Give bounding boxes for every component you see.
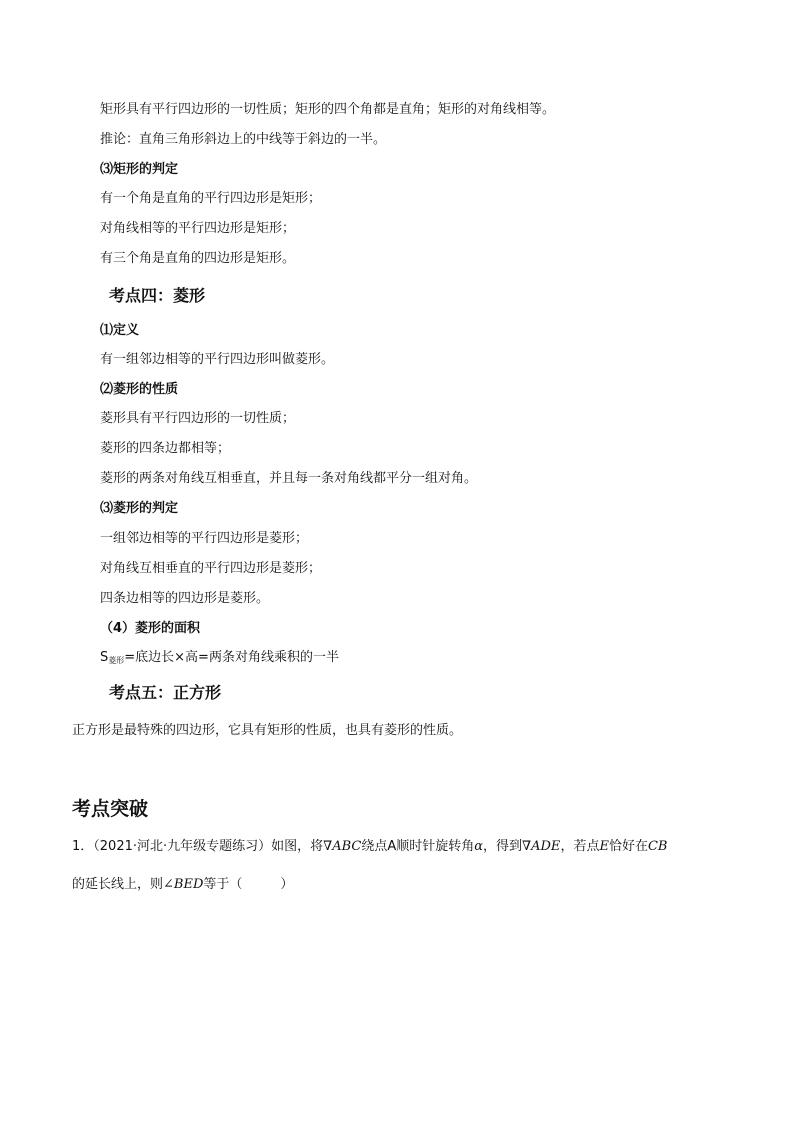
square-heading: 考点五：正方形 (109, 683, 222, 702)
rhombus-heading: 考点四：菱形 (109, 286, 206, 305)
rhombus-def-title: ⑴定义 (100, 323, 140, 338)
rhombus-judge-title: ⑶菱形的判定 (100, 501, 179, 516)
point-e: E (599, 839, 609, 854)
rect-corollary-line: 推论：直角三角形斜边上的中线等于斜边的一半。 (100, 132, 387, 147)
rect-judge-item: 对角线相等的平行四边形是矩形； (100, 221, 296, 236)
rhombus-judge-item: 一组邻边相等的平行四边形是菱形； (100, 531, 309, 546)
triangle-abc: ∇ABC (323, 839, 362, 854)
rect-properties-line: 矩形具有平行四边形的一切性质；矩形的四个角都是直角；矩形的对角线相等。 (100, 102, 556, 117)
alpha-symbol: α (474, 839, 484, 854)
triangle-ade: ∇ADE (522, 839, 561, 854)
rhombus-judge-item: 对角线互相垂直的平行四边形是菱形； (100, 561, 322, 576)
rhombus-prop-item: 菱形的四条边都相等； (100, 441, 231, 456)
rect-judge-item: 有三个角是直角的四边形是矩形。 (100, 251, 296, 266)
rhombus-area-title: （4）菱形的面积 (100, 621, 201, 636)
rhombus-def-text: 有一组邻边相等的平行四边形叫做菱形。 (100, 352, 335, 367)
area-formula-text: =底边长×高=两条对角线乘积的一半 (124, 650, 339, 665)
question-1-line-2: 的延长线上，则∠BED等于（ ） (72, 877, 294, 892)
rhombus-area-formula (100, 649, 339, 670)
question-1-line-1: 1．（2021·河北·九年级专题练习）如图，将∇ABC绕点A顺时针旋转角α，得到∇ADE，若点E恰好在CB (72, 839, 668, 854)
breakthrough-heading: 考点突破 (72, 798, 149, 820)
square-text: 正方形是最特殊的四边形，它具有矩形的性质，也具有菱形的性质。 (72, 723, 463, 738)
rect-judge-item: 有一个角是直角的平行四边形是矩形； (100, 191, 322, 206)
rect-judge-title: ⑶矩形的判定 (100, 162, 179, 177)
area-symbol: S (100, 650, 109, 665)
rhombus-judge-item: 四条边相等的四边形是菱形。 (100, 591, 270, 606)
area-subscript: 菱形 (108, 656, 125, 665)
angle-bed: ∠BED (163, 877, 204, 892)
segment-cb: CB (647, 839, 668, 854)
rhombus-prop-item: 菱形具有平行四边形的一切性质； (100, 411, 296, 426)
rhombus-prop-item: 菱形的两条对角线互相垂直，并且每一条对角线都平分一组对角。 (100, 471, 478, 486)
rhombus-prop-title: ⑵菱形的性质 (100, 382, 179, 397)
